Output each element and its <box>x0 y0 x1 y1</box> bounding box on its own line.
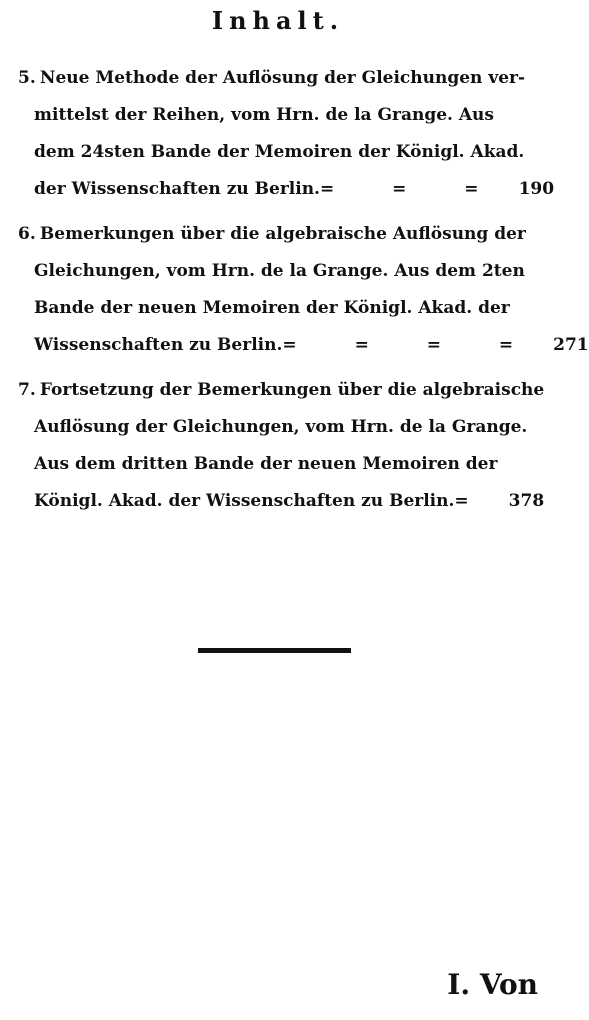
entry-number: 7. <box>18 380 36 400</box>
table-of-contents <box>18 60 589 528</box>
entry-text: der Wissenschaften zu Berlin. <box>34 179 320 199</box>
toc-entry-line: Auflösung der Gleichungen, vom Hrn. de la Grange. <box>34 417 528 437</box>
toc-entry-6 <box>18 216 589 364</box>
entry-text: Königl. Akad. der Wissenschaften zu Berlin. <box>34 491 455 511</box>
toc-entry-line <box>18 372 545 409</box>
page-number: 271 <box>553 335 589 355</box>
toc-entry-line: dem 24sten Bande der Memoiren der Königl. Akad. <box>34 142 525 162</box>
toc-entry-line <box>18 60 540 97</box>
entry-text: Neue Methode der Auflösung der Gleichungen ver- <box>39 68 526 88</box>
toc-entry-line: Aus dem dritten Bande der neuen Memoiren der <box>34 454 498 474</box>
entry-number: 5. <box>18 68 36 88</box>
toc-entry-line: mittelst der Reihen, vom Hrn. de la Grange. Aus <box>34 105 494 125</box>
horizontal-rule <box>198 648 351 653</box>
toc-entry-last-line <box>18 171 555 208</box>
entry-text: Fortsetzung der Bemerkungen über die algebraische <box>39 380 545 400</box>
toc-entry-7 <box>18 372 545 520</box>
page-title: Inhalt. <box>211 6 345 35</box>
toc-entry-line: Gleichungen, vom Hrn. de la Grange. Aus dem 2ten <box>34 261 525 281</box>
dot-leaders: = <box>454 491 495 511</box>
toc-entry-5 <box>18 60 555 208</box>
dot-leaders: = = = <box>319 179 505 199</box>
toc-entry-line <box>18 216 540 253</box>
entry-text: Wissenschaften zu Berlin. <box>34 335 283 355</box>
page-number: 190 <box>518 179 555 199</box>
toc-entry-last-line <box>18 327 589 364</box>
page-number: 378 <box>508 491 545 511</box>
dot-leaders: = = = = <box>282 335 540 355</box>
entry-text: Bemerkungen über die algebraische Auflösung der <box>39 224 526 244</box>
toc-entry-last-line <box>18 483 545 520</box>
entry-number: 6. <box>18 224 36 244</box>
catchword: I. Von <box>447 968 538 1001</box>
toc-entry-line: Bande der neuen Memoiren der Königl. Akad. der <box>34 298 510 318</box>
